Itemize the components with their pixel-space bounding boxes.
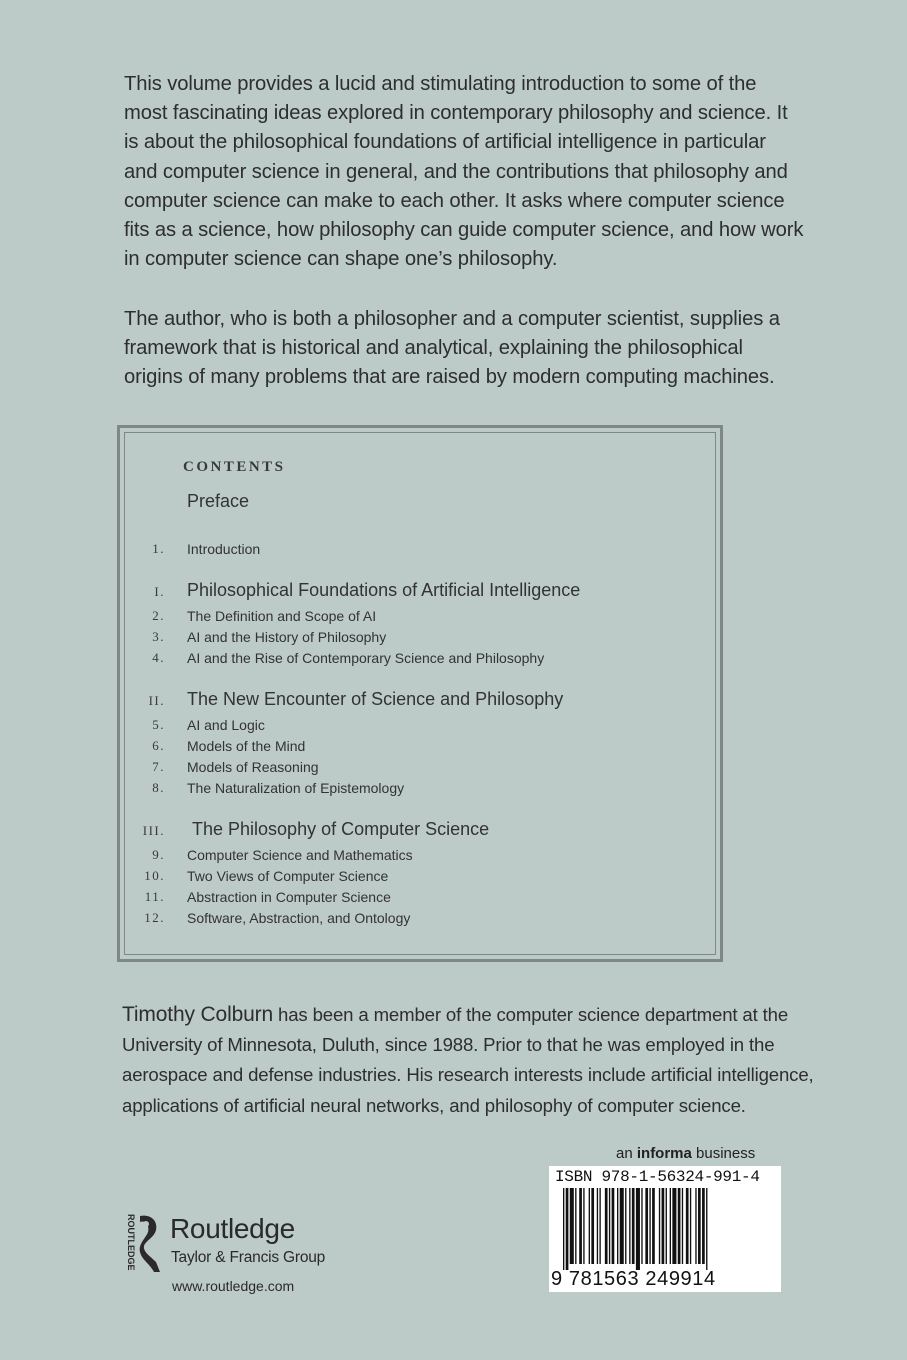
toc-entry-text: The Naturalization of Epistemology bbox=[187, 780, 405, 796]
toc-entry-text: Abstraction in Computer Science bbox=[187, 889, 391, 905]
toc-part-title: The New Encounter of Science and Philosophy bbox=[187, 689, 564, 709]
barcode-bar bbox=[609, 1188, 610, 1264]
barcode-bar bbox=[645, 1188, 648, 1264]
barcode bbox=[549, 1166, 781, 1292]
logo-vertical-text: ROUTLEDGE bbox=[126, 1214, 136, 1271]
barcode-bar bbox=[591, 1188, 594, 1264]
barcode-bar bbox=[575, 1188, 576, 1264]
toc-entry-text: Software, Abstraction, and Ontology bbox=[187, 910, 411, 926]
informa-prefix: an bbox=[616, 1145, 637, 1162]
description-text-2: The author, who is both a philosopher and a computer scientist, supplies a framework that is historical and analytical, explaining the philosophical origins of many problems that are raised by modern computing machines. bbox=[124, 308, 780, 389]
barcode-bar bbox=[612, 1188, 615, 1264]
barcode-bar bbox=[706, 1188, 707, 1270]
barcode-bar bbox=[597, 1188, 598, 1264]
toc-entry-number: 9. bbox=[152, 847, 165, 862]
barcode-bar bbox=[605, 1188, 608, 1264]
toc-entry-number: 11. bbox=[144, 889, 165, 904]
contents-title: CONTENTS bbox=[183, 459, 286, 475]
toc-entry-text: Models of Reasoning bbox=[187, 759, 319, 775]
barcode-bar bbox=[566, 1188, 569, 1270]
publisher-url[interactable]: www.routledge.com bbox=[172, 1278, 295, 1294]
publisher-name: Routledge bbox=[170, 1213, 295, 1244]
author-bio-text: has been a member of the computer science department at the University of Minnesota, Duluth, since 1988. Prior to that he was employed in the aerospace and defense industries. His research interests include artificial intelligence, applications of artificial neural networks, and philosophy of computer science. bbox=[122, 1004, 814, 1116]
barcode-bar bbox=[652, 1188, 655, 1264]
contents-box bbox=[117, 425, 723, 962]
barcode-bar bbox=[670, 1188, 671, 1264]
barcode-bar bbox=[695, 1188, 696, 1264]
barcode-bar bbox=[570, 1188, 574, 1264]
isbn-label: ISBN 978-1-56324-991-4 bbox=[555, 1168, 760, 1186]
toc-entry-number: 8. bbox=[152, 780, 165, 795]
barcode-bar bbox=[629, 1188, 630, 1264]
description-paragraph-1 bbox=[124, 70, 804, 274]
barcode-bar bbox=[632, 1188, 635, 1264]
barcode-bar bbox=[636, 1188, 640, 1270]
barcode-bar bbox=[617, 1188, 618, 1264]
toc-entry-text: AI and the History of Philosophy bbox=[187, 629, 387, 645]
informa-tagline bbox=[616, 1145, 755, 1162]
barcode-bar bbox=[678, 1188, 681, 1264]
toc-entry-text: Introduction bbox=[187, 541, 261, 557]
toc-entry-text: Two Views of Computer Science bbox=[187, 868, 389, 884]
barcode-bar bbox=[641, 1188, 642, 1264]
barcode-bar bbox=[589, 1188, 590, 1264]
barcode-bars-icon bbox=[563, 1188, 769, 1270]
toc-entry-number: 2. bbox=[152, 608, 165, 623]
informa-brand: informa bbox=[636, 1145, 692, 1162]
author-name: Timothy Colburn bbox=[122, 1003, 274, 1026]
barcode-bar bbox=[702, 1188, 705, 1264]
barcode-digits: 9 781563 249914 bbox=[551, 1268, 716, 1290]
description-paragraph-2 bbox=[124, 305, 804, 393]
barcode-bar bbox=[649, 1188, 650, 1264]
publisher-group: Taylor & Francis Group bbox=[171, 1249, 326, 1266]
barcode-bar bbox=[698, 1188, 701, 1264]
toc-entry-text: AI and the Rise of Contemporary Science and Philosophy bbox=[187, 650, 545, 666]
toc-entry-text: AI and Logic bbox=[187, 717, 265, 733]
toc-entry-number: 4. bbox=[152, 650, 165, 665]
barcode-bar bbox=[625, 1188, 626, 1264]
informa-suffix: business bbox=[691, 1145, 756, 1162]
toc-part-number: II. bbox=[148, 693, 165, 708]
barcode-bar bbox=[599, 1188, 600, 1264]
barcode-bar bbox=[579, 1188, 582, 1264]
toc-entry-number: 10. bbox=[144, 868, 165, 883]
barcode-bar bbox=[682, 1188, 683, 1264]
toc-entry-number: 5. bbox=[152, 717, 165, 732]
toc-entry-text: Models of the Mind bbox=[187, 738, 306, 754]
toc-entry-text: Preface bbox=[187, 491, 250, 511]
toc-entry-number: 12. bbox=[144, 910, 165, 925]
barcode-bar bbox=[672, 1188, 676, 1264]
barcode-bar bbox=[690, 1188, 691, 1264]
toc-part-title: Philosophical Foundations of Artificial Intelligence bbox=[187, 580, 581, 600]
toc-entry-number: 3. bbox=[152, 629, 165, 644]
routledge-logo-icon bbox=[116, 1210, 162, 1276]
toc-part-title: The Philosophy of Computer Science bbox=[192, 819, 490, 839]
toc-entry-text: The Definition and Scope of AI bbox=[187, 608, 377, 624]
barcode-bar bbox=[659, 1188, 660, 1264]
barcode-bar bbox=[686, 1188, 689, 1264]
toc-entry-number: 6. bbox=[152, 738, 165, 753]
barcode-bar bbox=[583, 1188, 584, 1264]
barcode-bar bbox=[666, 1188, 667, 1264]
description-text-1: This volume provides a lucid and stimulating introduction to some of the most fascinating ideas explored in contemporary philosophy and science. It is about the philosophical foundations of artificial intelligence in particular and computer science in general, and the contributions that philosophy and computer science can make to each other. It asks where computer science fits as a science, how philosophy can guide computer science, and how work in computer science can shape one’s philosophy. bbox=[124, 73, 804, 271]
toc-part-number: III. bbox=[142, 823, 165, 838]
toc-entry-text: Computer Science and Mathematics bbox=[187, 847, 413, 863]
barcode-bar bbox=[620, 1188, 624, 1264]
barcode-bar bbox=[563, 1188, 564, 1270]
toc-part-number: I. bbox=[154, 584, 165, 599]
author-bio bbox=[122, 1000, 822, 1121]
toc-entry-number: 7. bbox=[152, 759, 165, 774]
toc-entry-number: 1. bbox=[152, 541, 165, 556]
barcode-bar bbox=[662, 1188, 665, 1264]
contents-inner-border bbox=[124, 432, 716, 955]
